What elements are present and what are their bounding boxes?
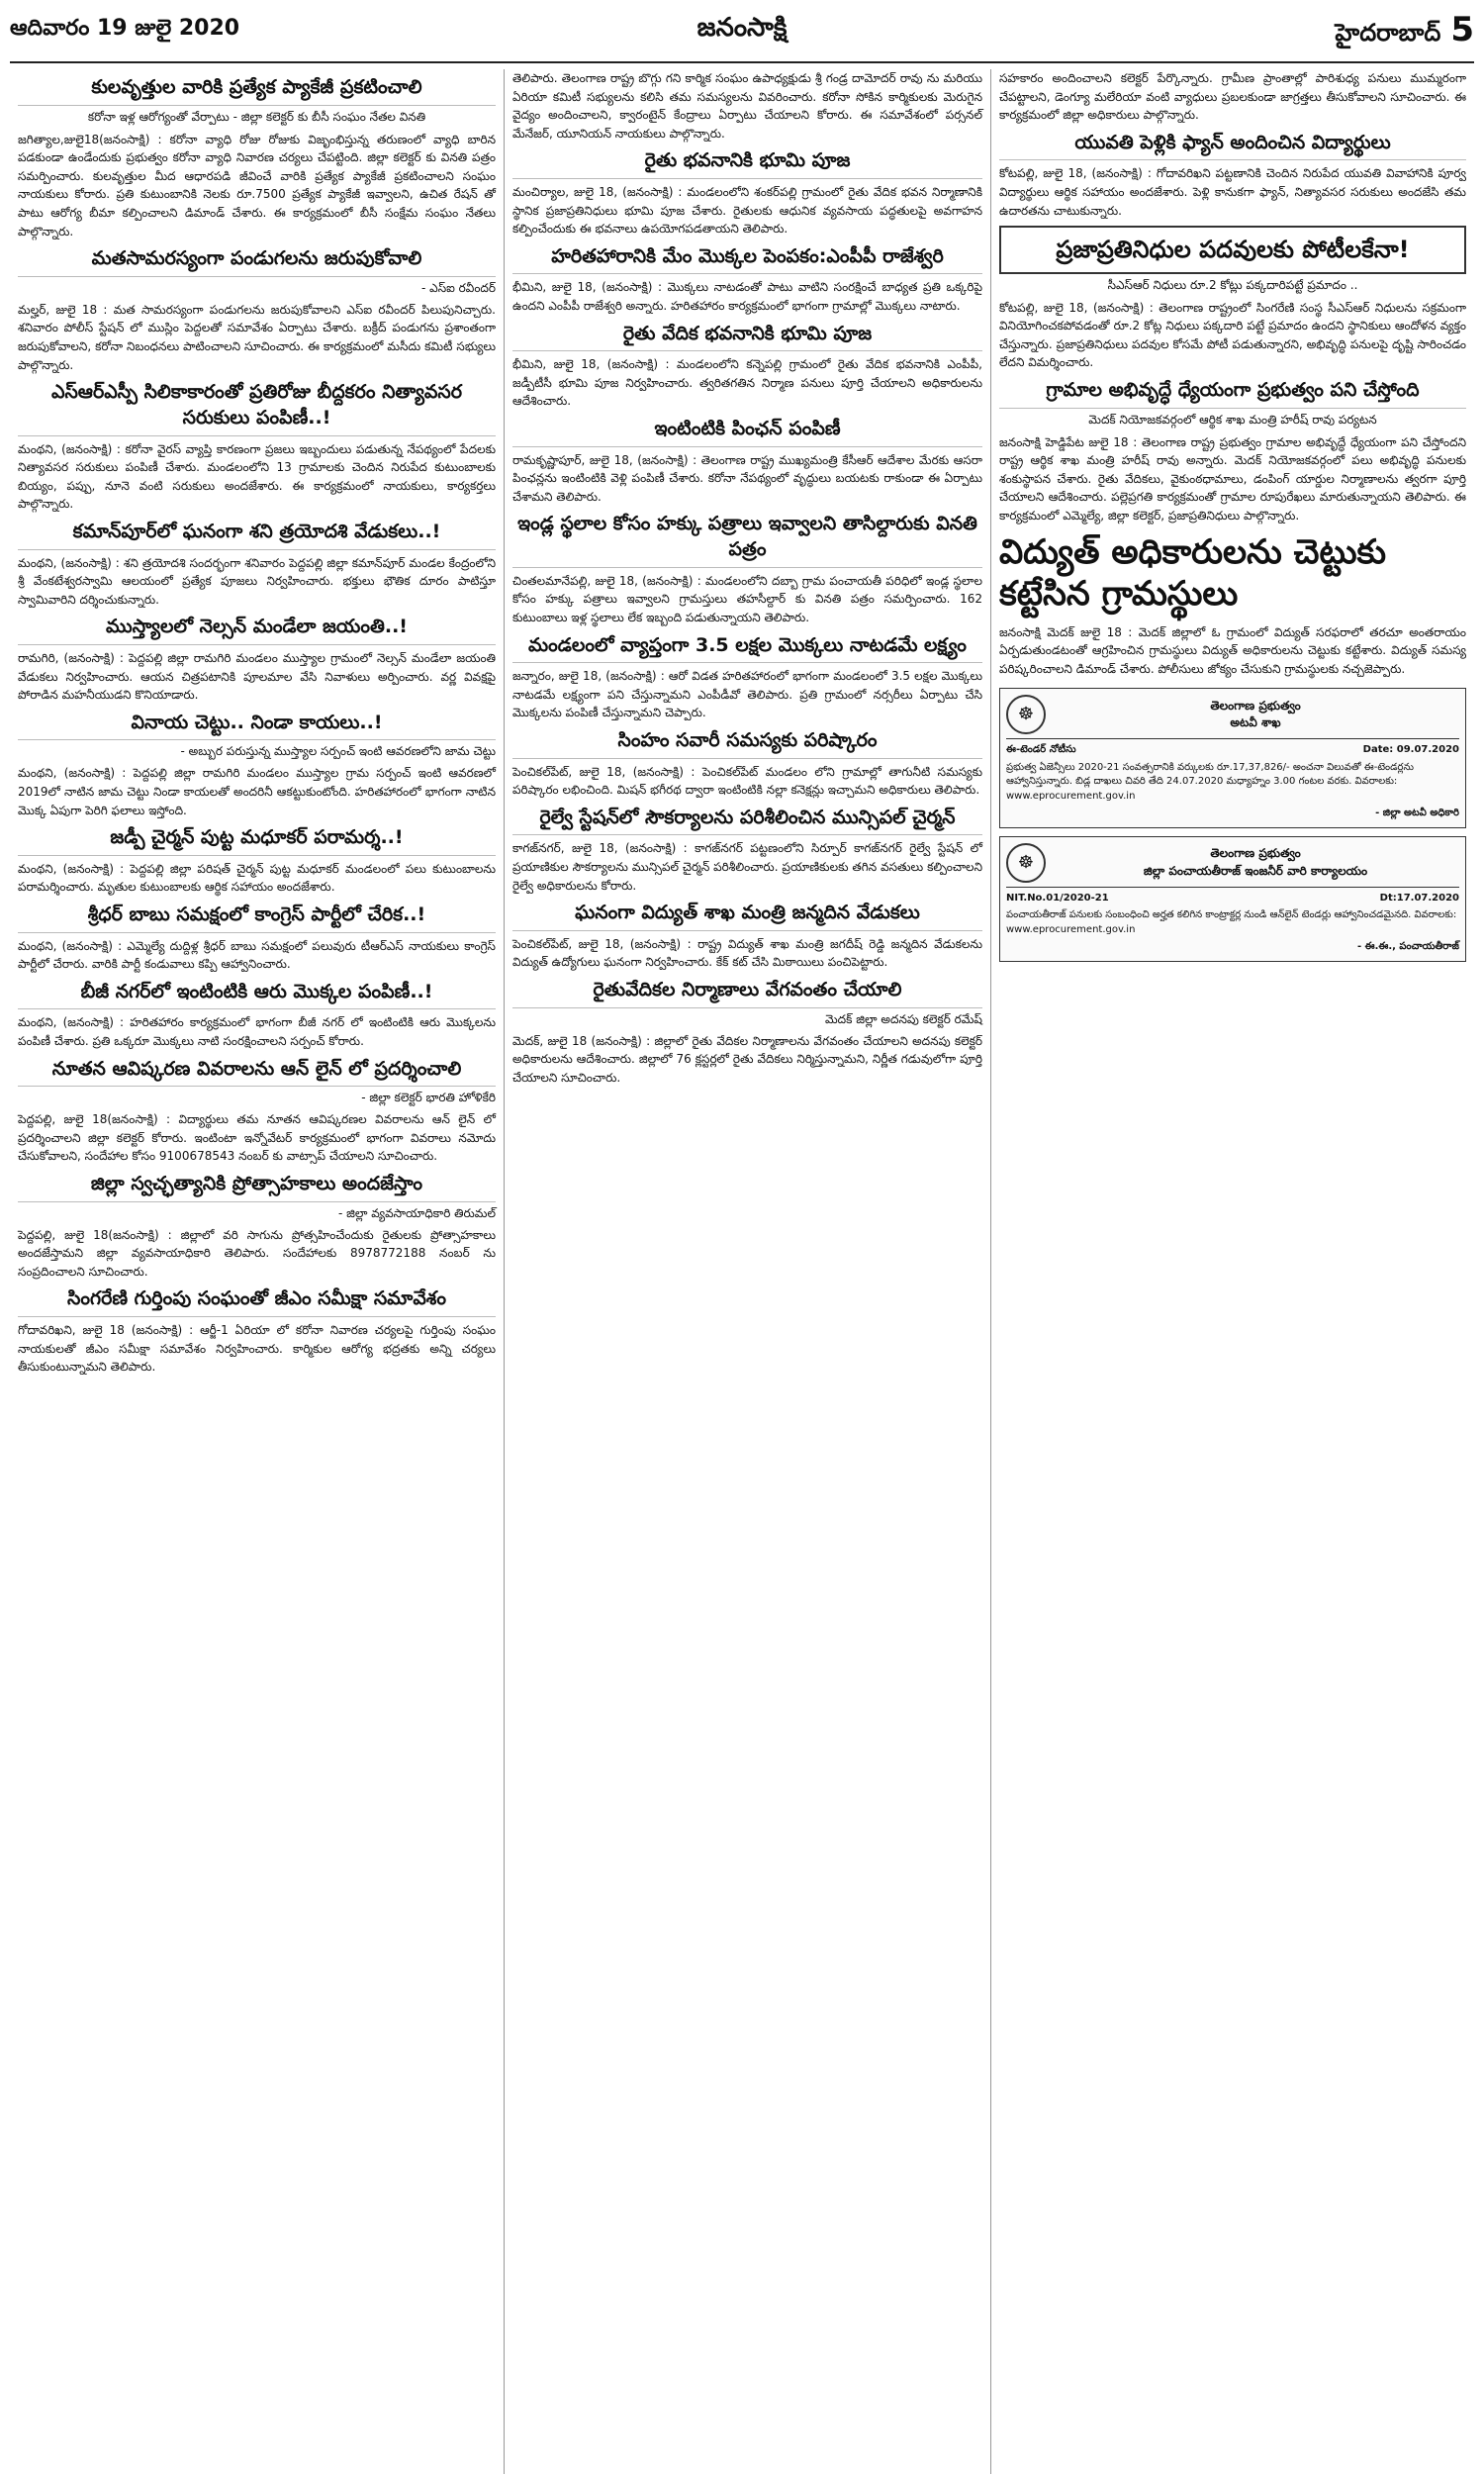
article <box>512 806 982 895</box>
article-body: మంథని, (జనంసాక్షి) : శని త్రయోదశి సందర్భంగా శనివారం పెద్దపల్లి జిల్లా కమాన్‌పూర్ మండల కేంద్రంలోని శ్రీ వేంకటేశ్వరస్వామి ఆలయంలో ప్రత్యేక పూజలు నిర్వహించారు. భక్తులు భౌతిక దూరం పాటిస్తూ స్వామివారిని దర్శించుకున్నారు. <box>18 555 496 607</box>
article <box>512 417 982 506</box>
article-body: భీమిని, జులై 18, (జనంసాక్షి) : మొక్కలు నాటడంతో పాటు వాటిని సంరక్షించే బాధ్యత ప్రతి ఒక్కరిపై ఉందని ఎంపీపీ రాజేశ్వరి అన్నారు. హరితహారం కార్యక్రమంలో భాగంగా గ్రామాల్లో మొక్కలు నాటారు. <box>512 280 982 314</box>
article-headline: కమాన్‌పూర్‌లో ఘనంగా శని త్రయోదశి వేడుకలు..! <box>18 520 496 550</box>
tender-date: Dt:17.07.2020 <box>1379 892 1459 904</box>
tender-reference: ఈ-టెండర్ నోటీసు <box>1006 744 1076 756</box>
article-body: మెదక్, జులై 18 (జనంసాక్షి) : జిల్లాలో రైతు వేదికల నిర్మాణాలను వేగవంతం చేయాలని అదనపు కలెక్టర్ అధికారులను ఆదేశించారు. జిల్లాలో 76 క్లస్టర్లలో రైతు వేదికలు నిర్మిస్తున్నామని, నిర్ణీత గడువులోగా పూర్తి చేయాలని సూచించారు. <box>512 1033 982 1085</box>
article-headline: విద్యుత్ అధికారులను చెట్టుకు కట్టేసిన గ్రామస్థులు <box>999 531 1386 615</box>
article <box>512 978 982 1087</box>
article-body: మంథని, (జనంసాక్షి) : పెద్దపల్లి జిల్లా రామగిరి మండలం ముస్త్యాల గ్రామ సర్పంచ్ ఇంటి ఆవరణలో 2019లో నాటిన జామ చెట్టు నిండా కాయలతో అందరినీ ఆకట్టుకుంటోంది. హరితహారంలో భాగంగా నాటిన మొక్క ఏపుగా పెరిగి ఫలాలు ఇస్తోంది. <box>18 766 496 817</box>
government-name: తెలంగాణ ప్రభుత్వం <box>1210 698 1301 713</box>
tender-notice-title <box>1052 845 1459 880</box>
article-body: మల్హర్, జులై 18 : మత సామరస్యంగా పండుగలను జరుపుకోవాలని ఎస్ఐ రవీందర్ పిలుపునిచ్చారు. శనివారం పోలీస్ స్టేషన్ లో ముస్లిం పెద్దలతో సమావేశం ఏర్పాటు చేశారు. బక్రీద్ పండుగను ప్రశాంతంగా జరుపుకోవాలని, కరోనా నిబంధనలు పాటించాలని సూచించారు. ఈ కార్యక్రమంలో మసీదు కమిటీ సభ్యులు పాల్గొన్నారు. <box>18 302 496 372</box>
article-headline: వినాయ చెట్టు.. నిండా కాయలు..! <box>18 711 496 741</box>
article-body: రామకృష్ణాపూర్, జులై 18, (జనంసాక్షి) : తెలంగాణ రాష్ట్ర ముఖ్యమంత్రి కేసీఆర్ ఆదేశాల మేరకు ఆసరా పింఛన్లను ఇంటింటికి వెళ్లి పంపిణీ చేశారు. కరోనా నేపథ్యంలో వృద్ధులు బయటకు రాకుండా ఈ ఏర్పాటు చేశామని తెలిపారు. <box>512 452 982 504</box>
article-headline: హరితహారానికి మేం మొక్కల పెంపకం:ఎంపీపీ రాజేశ్వరి <box>512 244 982 275</box>
article-body: పెంచికల్‌పేట్, జులై 18, (జనంసాక్షి) : పెంచికల్‌పేట్ మండలం లోని గ్రామాల్లో తాగునీటి సమస్యకు పరిష్కారం లభించింది. మిషన్ భగీరథ ద్వారా ఇంటింటికి నల్లా కనెక్షన్లు ఇచ్చామని అధికారులు తెలిపారు. <box>512 764 982 798</box>
article-byline: - అబ్బుర పరుస్తున్న ముస్త్యాల సర్పంచ్ ఇంటి ఆవరణలోని జామ చెట్టు <box>180 744 496 759</box>
article <box>18 380 496 514</box>
masthead <box>10 0 1474 63</box>
tender-date: Date: 09.07.2020 <box>1362 744 1459 756</box>
tender-notice <box>999 688 1466 828</box>
article <box>999 531 1466 679</box>
article-subheadline: కరోనా ఇళ్ల ఆరోగ్యంతో వేర్పాటు - జిల్లా కలెక్టర్ కు బీసీ సంఘం నేతల వినతి <box>87 109 426 124</box>
paper-name: జనంసాక్షి <box>696 13 788 43</box>
tender-text: ప్రభుత్వ ఏజెన్సీలు 2020-21 సంవత్సరానికి వర్కులకు రూ.17,37,826/- అంచనా విలువతో ఈ-టెండర్లను ఆహ్వానిస్తున్నారు. బిడ్ల దాఖలు చివరి తేది 24.07.2020 మధ్యాహ్నం 3.00 గంటల వరకు. వివరాలకు: www.eprocurement.gov.in <box>1006 761 1414 802</box>
article-body: పెంచికల్‌పేట్, జులై 18, (జనంసాక్షి) : రాష్ట్ర విద్యుత్ శాఖ మంత్రి జగదీష్ రెడ్డి జన్మదిన వేడుకలను విద్యుత్ ఉద్యోగులు ఘనంగా నిర్వహించారు. కేక్ కట్ చేసి మిఠాయిలు పంచిపెట్టారు. <box>512 936 982 970</box>
article-headline: శ్రీధర్ బాబు సమక్షంలో కాంగ్రెస్ పార్టీలో చేరిక..! <box>18 903 496 933</box>
city-name: హైదరాబాద్ <box>1335 18 1441 47</box>
article <box>999 226 1466 372</box>
article <box>512 148 982 238</box>
article-headline: ఇంటింటికి పింఛన్ పంపిణీ <box>512 417 982 447</box>
tender-notice <box>999 836 1466 962</box>
government-emblem-icon: ☸ <box>1006 695 1046 734</box>
column-3-articles <box>999 69 1466 678</box>
article <box>512 901 982 972</box>
tender-signatory: - ఈ.ఈ., పంచాయతీరాజ్ <box>1357 941 1459 953</box>
department-name: అటవీ శాఖ <box>1230 715 1281 730</box>
advertisements <box>999 688 1466 962</box>
article-headline: గ్రామాల అభివృద్ధే ధ్యేయంగా ప్రభుత్వం పని చేస్తోంది <box>999 378 1466 409</box>
article <box>999 131 1466 220</box>
article-body: రామగిరి, (జనంసాక్షి) : పెద్దపల్లి జిల్లా రామగిరి మండలం ముస్త్యాల గ్రామంలో నెల్సన్ మండేలా జయంతి వేడుకలు నిర్వహించారు. ఆయన చిత్రపటానికి పూలమాల వేసి నివాళులు అర్పించారు. వర్ణ వివక్షపై పోరాడిన మహనీయుడని కొనియాడారు. <box>18 650 496 703</box>
tender-notice-title <box>1052 698 1459 732</box>
article-body: జన్నారం, జులై 18, (జనంసాక్షి) : ఆరో విడత హరితహారంలో భాగంగా మండలంలో 3.5 లక్షల మొక్కలు నాటడమే లక్ష్యంగా పని చేస్తున్నామని ఎంపీడీవో తెలిపారు. ప్రతి గ్రామంలో నర్సరీలు ఏర్పాటు చేసి మొక్కలను పంపిణీ చేస్తున్నామని చెప్పారు. <box>512 669 982 720</box>
article-body: జనంసాక్షి హెడ్డిపేట జులై 18 : తెలంగాణ రాష్ట్ర ప్రభుత్వం గ్రామాల అభివృద్ధే ధ్యేయంగా పని చేస్తోందని రాష్ట్ర ఆర్థిక శాఖ మంత్రి హరీష్ రావు అన్నారు. మెదక్ నియోజకవర్గంలో పలు అభివృద్ధి పనులకు శంకుస్థాపన చేశారు. రైతు వేదికలు, వైకుంఠధామాలు, డంపింగ్ యార్డుల నిర్మాణాలను త్వరగా పూర్తి చేయాలని ఆదేశించారు. పల్లెప్రగతి కార్యక్రమంతో గ్రామాల రూపురేఖలు మారుతున్నాయని తెలిపారు. ఈ కార్యక్రమంలో ఎమ్మెల్యే, జిల్లా కలెక్టర్, ప్రజాప్రతినిధులు పాల్గొన్నారు. <box>999 434 1466 523</box>
tender-meta <box>1006 892 1459 906</box>
tender-notice-header <box>1006 843 1459 888</box>
article-headline: మతసామరస్యంగా పండుగలను జరుపుకోవాలి <box>18 246 496 277</box>
article-body: గోదావరిఖని, జులై 18 (జనంసాక్షి) : ఆర్జీ-1 ఏరియా లో కరోనా నివారణ చర్యలపై గుర్తింపు సంఘం నాయకులతో జీఎం సమీక్షా సమావేశం నిర్వహించారు. కార్మికుల ఆరోగ్య భద్రతకు అన్ని చర్యలు తీసుకుంటున్నామని తెలిపారు. <box>18 1323 496 1375</box>
article <box>512 512 982 626</box>
article <box>999 69 1466 125</box>
article <box>18 1286 496 1376</box>
government-emblem-icon: ☸ <box>1006 843 1046 883</box>
article-headline: కులవృత్తుల వారికి ప్రత్యేక ప్యాకేజీ ప్రకటించాలి <box>18 75 496 106</box>
article-body: కోటపల్లి, జులై 18, (జనంసాక్షి) : గోదావరిఖని పట్టణానికి చెందిన నిరుపేద యువతి వివాహానికి పూర్వ విద్యార్థులు ఆర్థిక సహాయం అందజేశారు. పెళ్లి కానుకగా ఫ్యాన్, నిత్యావసర సరుకులు అందజేసి తమ ఉదారతను చాటుకున్నారు. <box>999 166 1466 218</box>
article-headline: రైతు వేదిక భవనానికి భూమి పూజ <box>512 322 982 352</box>
article-body: జనంసాక్షి మెదక్ జులై 18 : మెదక్ జిల్లాలో ఓ గ్రామంలో విద్యుత్ సరఫరాలో తరచూ అంతరాయం ఏర్పడుతుండటంతో ఆగ్రహించిన గ్రామస్థులు విద్యుత్ అధికారులను చెట్టుకు కట్టేశారు. విద్యుత్ సమస్య పరిష్కరించాలని డిమాండ్ చేశారు. పోలీసులు జోక్యం చేసుకుని గ్రామస్థులకు నచ్చజెప్పారు. <box>999 624 1466 676</box>
page-number: 5 <box>1450 9 1474 49</box>
article-body: జగిత్యాల,జులై18(జనంసాక్షి) : కరోనా వ్యాధి రోజు రోజుకు విజృంభిస్తున్న తరుణంలో వ్యాధి బారిన పడకుండా ఉండేందుకు ప్రభుత్వం కరోనా వ్యాధి నివారణ చర్యలు చేపట్టింది. జిల్లా కలెక్టర్ కు వినతి పత్రం సమర్పించారు. కులవృత్తుల మీద ఆధారపడి జీవించే వారికి ప్రత్యేక ప్యాకేజీ ప్రకటించాలని సంఘం నాయకులు కోరారు. ప్రతి కుటుంబానికి నెలకు రూ.7500 ప్రత్యేక ప్యాకేజీ ఇవ్వాలని, ఉచిత రేషన్ తో పాటు ఆరోగ్య బీమా కల్పించాలని డిమాండ్ చేశారు. ఈ కార్యక్రమంలో బీసీ సంక్షేమ సంఘం నేతలు పాల్గొన్నారు. <box>18 132 496 238</box>
article <box>18 246 496 374</box>
article-headline: యువతి పెళ్లికి ఫ్యాన్ అందించిన విద్యార్థులు <box>999 131 1466 161</box>
article <box>18 825 496 897</box>
article-headline: ముస్త్యాలలో నెల్సన్ మండేలా జయంతి..! <box>18 615 496 645</box>
columns <box>10 69 1474 2474</box>
article <box>18 615 496 704</box>
article-body: కోటపల్లి, జులై 18, (జనంసాక్షి) : తెలంగాణ రాష్ట్రంలో సింగరేణి సంస్థ సీఎస్ఆర్ నిధులను సక్రమంగా వినియోగించకపోవడంతో రూ.2 కోట్ల నిధులు పక్కదారి పట్టే ప్రమాదం ఉందని స్థానికులు ఆందోళన వ్యక్తం చేస్తున్నారు. ప్రజాప్రతినిధులు పదవుల కోసమే పోటీ పడుతున్నారని, అభివృద్ధి పనులపై దృష్టి సారించడం లేదని విమర్శించారు. <box>999 300 1466 370</box>
article-headline: ఎస్ఆర్ఎస్పీ సిలికాకారంతో ప్రతిరోజు బీద్దకరం నిత్యావసర సరుకులు పంపిణీ..! <box>18 380 496 435</box>
article-headline: రైల్వే స్టేషన్‌లో సౌకర్యాలను పరిశీలించిన మున్సిపల్ చైర్మన్ <box>512 806 982 836</box>
article-body: మంథని, (జనంసాక్షి) : పెద్దపల్లి జిల్లా పరిషత్ చైర్మన్ పుట్ట మధూకర్ మండలంలో పలు కుటుంబాలను పరామర్శించారు. మృతుల కుటుంబాలకు ఆర్థిక సహాయం అందజేశారు. <box>18 861 496 895</box>
article-subheadline: మెదక్ నియోజకవర్గంలో ఆర్థిక శాఖ మంత్రి హరీష్ రావు పర్యటన <box>1088 412 1377 427</box>
article <box>18 1172 496 1281</box>
article-body: మంథని, (జనంసాక్షి) : కరోనా వైరస్ వ్యాప్తి కారణంగా ప్రజలు ఇబ్బందులు పడుతున్న నేపథ్యంలో పేదలకు నిత్యావసర సరుకులు పంపిణీ చేశారు. మండలంలోని 13 గ్రామాలకు చెందిన నిరుపేద కుటుంబాలకు బియ్యం, పప్పు, నూనె వంటి సరుకులు అందజేశారు. ఈ కార్యక్రమంలో నాయకులు, కార్యకర్తలు పాల్గొన్నారు. <box>18 441 496 512</box>
article-body: తెలిపారు. తెలంగాణ రాష్ట్ర బొగ్గు గని కార్మిక సంఘం ఉపాధ్యక్షుడు శ్రీ గండ్ర దామోదర్ రావు ను మరియు ఏరియా కమిటీ సభ్యులను కలిసి తమ సమస్యలను వివరించారు. కరోనా సోకిన కార్మికులకు మెరుగైన వైద్యం అందించాలని, క్వారంటైన్ కేంద్రాలు ఏర్పాటు చేయాలని కోరారు. ఈ సమావేశంలో పర్సనల్ మేనేజర్, యూనియన్ నాయకులు పాల్గొన్నారు. <box>512 71 982 141</box>
article-body: మంచిర్యాల, జులై 18, (జనంసాక్షి) : మండలంలోని శంకర్‌పల్లి గ్రామంలో రైతు వేదిక భవన నిర్మాణానికి స్థానిక ప్రజాప్రతినిధులు భూమి పూజ చేశారు. రైతులకు ఆధునిక వ్యవసాయ పద్ధతులపై అవగాహన కల్పించేందుకు ఈ భవనాలు ఉపయోగపడతాయని తెలిపారు. <box>512 185 982 237</box>
article-byline: - ఎస్ఐ రవీందర్ <box>421 280 496 295</box>
article-body: మంథని, (జనంసాక్షి) : ఎమ్మెల్యే దుద్దిళ్ల శ్రీధర్ బాబు సమక్షంలో పలువురు టీఆర్ఎస్ నాయకులు కాంగ్రెస్ పార్టీలో చేరారు. వారికి పార్టీ కండువాలు కప్పి ఆహ్వానించారు. <box>18 938 496 972</box>
article <box>18 75 496 240</box>
article <box>512 322 982 411</box>
article-body: కాగజ్‌నగర్, జులై 18, (జనంసాక్షి) : కాగజ్‌నగర్ పట్టణంలోని సిర్పూర్ కాగజ్‌నగర్ రైల్వే స్టేషన్ లో ప్రయాణికుల సౌకర్యాలను మున్సిపల్ చైర్మన్ పరిశీలించారు. ప్రయాణికులకు తగిన వసతులు కల్పించాలని రైల్వే అధికారులను కోరారు. <box>512 841 982 893</box>
column-1 <box>10 69 505 2474</box>
article-body: పెద్దపల్లి, జులై 18(జనంసాక్షి) : జిల్లాలో వరి సాగును ప్రోత్సహించేందుకు రైతులకు ప్రోత్సాహకాలు అందజేస్తామని జిల్లా వ్యవసాయాధికారి తెలిపారు. సందేహాలకు 8978772188 నంబర్ ను సంప్రదించాలని సూచించారు. <box>18 1227 496 1279</box>
column-3 <box>991 69 1474 2474</box>
article-body: మంథని, (జనంసాక్షి) : హరితహారం కార్యక్రమంలో భాగంగా బీజీ నగర్ లో ఇంటింటికి ఆరు మొక్కలను పంపిణీ చేశారు. ప్రతి ఒక్కరూ మొక్కలు నాటి సంరక్షించాలని సర్పంచ్ కోరారు. <box>18 1015 496 1049</box>
article <box>18 1057 496 1166</box>
article-headline: సింహం సవారీ సమస్యకు పరిష్కారం <box>512 728 982 759</box>
article-headline: సింగరేణి గుర్తింపు సంఘంతో జీఎం సమీక్షా సమావేశం <box>18 1286 496 1317</box>
article <box>512 633 982 722</box>
article-byline: మెదక్ జిల్లా అదనపు కలెక్టర్ రమేష్ <box>824 1011 982 1026</box>
article-headline: జడ్పీ చైర్మన్ పుట్ట మధూకర్ పరామర్శ..! <box>18 825 496 856</box>
article-headline: రైతు భవనానికి భూమి పూజ <box>512 148 982 179</box>
article-headline: బీజీ నగర్‌లో ఇంటింటికి ఆరు మొక్కల పంపిణీ..! <box>18 980 496 1010</box>
article <box>999 378 1466 525</box>
tender-reference: NIT.No.01/2020-21 <box>1006 892 1109 904</box>
article <box>512 244 982 316</box>
article-headline: జిల్లా స్వచ్ఛత్యానికి ప్రోత్సాహకాలు అందజేస్తాం <box>18 1172 496 1202</box>
article-headline: నూతన ఆవిష్కరణ వివరాలను ఆన్ లైన్ లో ప్రదర్శించాలి <box>18 1057 496 1088</box>
article-headline: ప్రజాప్రతినిధుల పదవులకు పోటీలకేనా! <box>999 226 1466 273</box>
article-byline: - జిల్లా కలెక్టర్ భారతి హోళికేరి <box>361 1091 496 1105</box>
department-name: జిల్లా పంచాయతీరాజ్ ఇంజనీర్ వారి కార్యాలయం <box>1143 863 1368 878</box>
article-headline: ఘనంగా విద్యుత్ శాఖ మంత్రి జన్మదిన వేడుకలు <box>512 901 982 931</box>
article <box>18 520 496 609</box>
article-headline: ఇండ్ల స్థలాల కోసం హక్కు పత్రాలు ఇవ్వాలని తాసిల్దారుకు వినతి పత్రం <box>512 512 982 567</box>
tender-signatory: - జిల్లా అటవీ అధికారి <box>1375 808 1459 819</box>
article-body: చింతలమానేపల్లి, జులై 18, (జనంసాక్షి) : మండలంలోని దబ్బా గ్రామ పంచాయతీ పరిధిలో ఇండ్ల స్థలాల కోసం హక్కు పత్రాలు ఇవ్వాలని గ్రామస్తులు తహసీల్దార్ కు వినతి పత్రం సమర్పించారు. 162 కుటుంబాలు ఇళ్ల స్థలాలు లేక ఇబ్బంది పడుతున్నాయని తెలిపారు. <box>512 573 982 624</box>
article <box>18 980 496 1051</box>
article <box>18 711 496 819</box>
article <box>512 69 982 143</box>
article-body: సహకారం అందించాలని కలెక్టర్ పేర్కొన్నారు. గ్రామీణ ప్రాంతాల్లో పారిశుధ్య పనులు ముమ్మరంగా చేపట్టాలని, డెంగ్యూ మలేరియా వంటి వ్యాధులు ప్రబలకుండా జాగ్రత్తలు తీసుకోవాలని సూచించారు. ఈ కార్యక్రమంలో జిల్లా అధికారులు పాల్గొన్నారు. <box>999 71 1466 123</box>
article-body: భీమిని, జులై 18, (జనంసాక్షి) : మండలంలోని కన్నెపల్లి గ్రామంలో రైతు వేదిక భవనానికి ఎంపీపీ, జడ్పీటీసీ భూమి పూజ నిర్వహించారు. త్వరితగతిన నిర్మాణ పనులు పూర్తి చేయాలని అధికారులను ఆదేశించారు. <box>512 357 982 409</box>
article <box>512 728 982 800</box>
article-subheadline: సీఎస్ఆర్ నిధులు రూ.2 కోట్లు పక్కదారిపట్టే ప్రమాదం .. <box>1107 277 1358 292</box>
article-headline: మండలంలో వ్యాప్తంగా 3.5 లక్షల మొక్కలు నాటడమే లక్ష్యం <box>512 633 982 664</box>
tender-text: పంచాయతీరాజ్ పనులకు సంబంధించి అర్హత కలిగిన కాంట్రాక్టర్ల నుండి ఆన్‌లైన్ టెండర్లు ఆహ్వానించడమైనది. వివరాలకు: www.eprocurement.gov.in <box>1006 909 1457 935</box>
government-name: తెలంగాణ ప్రభుత్వం <box>1210 846 1301 861</box>
article-body: పెద్దపల్లి, జులై 18(జనంసాక్షి) : విద్యార్థులు తమ నూతన ఆవిష్కరణల వివరాలను ఆన్ లైన్ లో ప్రదర్శించాలని జిల్లా కలెక్టర్ కోరారు. ఇంటింటా ఇన్నోవేటర్ కార్యక్రమంలో భాగంగా వివరాలు నమోదు చేసుకోవాలని, సందేహాల కోసం 9100678543 నంబర్ కు వాట్సాప్ చేయాలని సూచించారు. <box>18 1112 496 1164</box>
edition <box>1078 10 1474 52</box>
tender-notice-header <box>1006 695 1459 739</box>
article-byline: - జిల్లా వ్యవసాయాధికారి తిరుమల్ <box>337 1205 496 1220</box>
issue-date: ఆదివారం 19 జులై 2020 <box>10 16 240 41</box>
article-headline: రైతువేదికల నిర్మాణాలు వేగవంతం చేయాలి <box>512 978 982 1008</box>
tender-meta <box>1006 743 1459 758</box>
column-2 <box>505 69 991 2474</box>
article <box>18 903 496 974</box>
